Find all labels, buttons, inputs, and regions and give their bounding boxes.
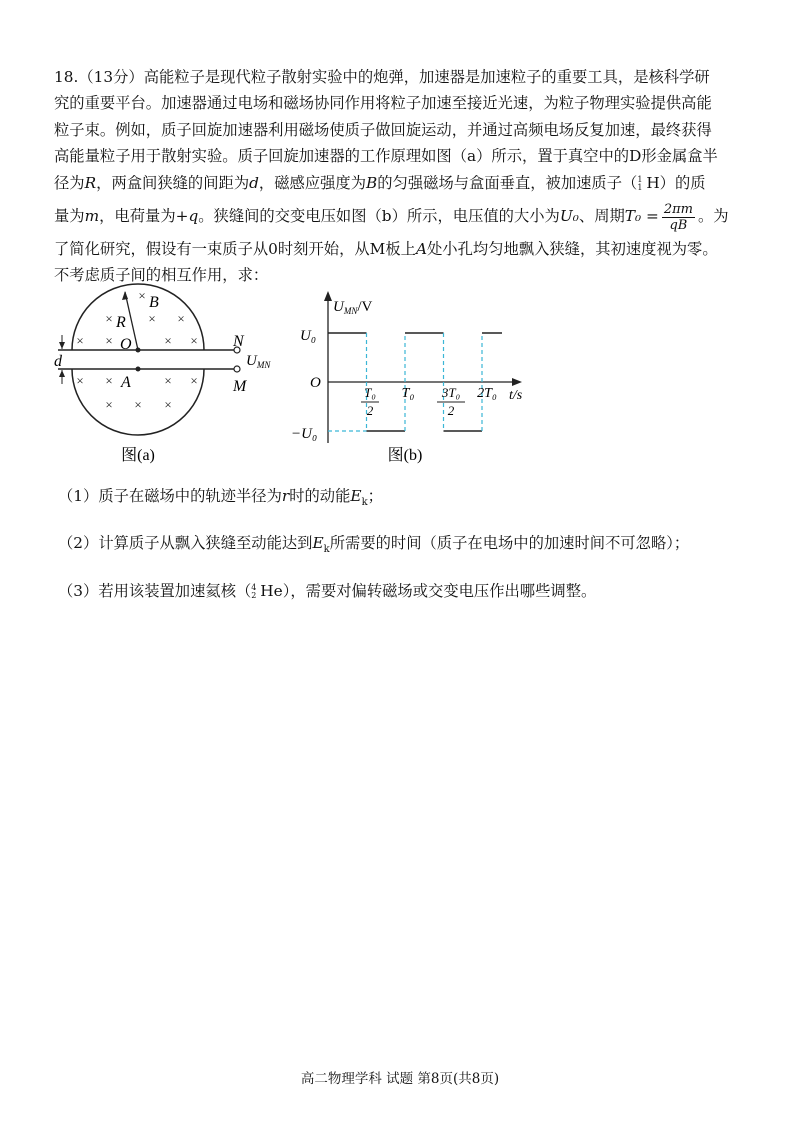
terminal-m bbox=[234, 366, 240, 372]
field-cross: × bbox=[164, 333, 172, 348]
center-point-o bbox=[136, 348, 141, 353]
label-d: d bbox=[54, 353, 62, 370]
field-cross: × bbox=[105, 397, 113, 412]
x-axis-arrow bbox=[512, 378, 522, 386]
statement-line-4: 高能量粒子用于散射实验。质子回旋加速器的工作原理如图（a）所示，置于真空中的D形金属盒半 bbox=[54, 147, 718, 166]
tick-t0: T₀ bbox=[401, 386, 415, 401]
label-o: O bbox=[120, 336, 132, 353]
statement-line-1: 18.（13分）高能粒子是现代粒子散射实验中的炮弹，加速器是加速粒子的重要工具，是核科学研 bbox=[54, 68, 710, 86]
d-arrowhead-bottom bbox=[59, 370, 65, 377]
field-cross: × bbox=[134, 397, 142, 412]
radius-arrowhead bbox=[122, 291, 128, 300]
field-cross: × bbox=[177, 311, 185, 326]
helium-isotope-notation: 4 2 bbox=[251, 583, 257, 600]
page-footer: 高二物理学科 试题 第8页(共8页) bbox=[300, 1071, 500, 1087]
statement-line-2: 究的重要平台。加速器通过电场和磁场协同作用将粒子加速至接近光速，为粒子物理实验提供高能 bbox=[54, 94, 712, 113]
neg-level-label: −U₀ bbox=[291, 426, 318, 442]
label-n: N bbox=[233, 333, 244, 350]
field-cross: × bbox=[190, 373, 198, 388]
label-u-mn: $U_{MN}$ bbox=[246, 353, 271, 370]
field-cross: × bbox=[190, 333, 198, 348]
proton-isotope-notation: 1 1 bbox=[637, 174, 643, 192]
figure-b-caption: 图(b) bbox=[387, 447, 423, 464]
problem-statement bbox=[54, 64, 754, 289]
statement-line-5: 径为R，两盒间狭缝的间距为d，磁感应强度为B的匀强磁场与盒面垂直，被加速质子（ 1 1 H）的质 bbox=[54, 173, 706, 192]
entry-point-a bbox=[136, 367, 141, 372]
question-1: （1）质子在磁场中的轨迹半径为r时的动能$E_k$； bbox=[58, 487, 383, 509]
pos-level-label: U₀ bbox=[300, 328, 317, 344]
origin-label: O bbox=[310, 375, 321, 391]
field-cross: × bbox=[105, 311, 113, 326]
d-arrowhead-top bbox=[59, 342, 65, 349]
field-cross: × bbox=[148, 311, 156, 326]
tick-3half-den: 2 bbox=[447, 403, 455, 418]
field-cross: × bbox=[105, 373, 113, 388]
tick-2t0: 2T₀ bbox=[477, 386, 497, 401]
field-cross: × bbox=[105, 333, 113, 348]
question-3: （3）若用该装置加速氦核（ 4 2 He），需要对偏转磁场或交变电压作出哪些调整。 bbox=[58, 582, 597, 600]
field-cross: × bbox=[164, 397, 172, 412]
figure-a-caption: 图(a) bbox=[121, 447, 155, 464]
label-a: A bbox=[121, 374, 131, 391]
field-cross: × bbox=[138, 288, 146, 303]
label-m: M bbox=[233, 378, 247, 395]
figure-b-voltage-chart bbox=[283, 283, 533, 468]
figure-a-cyclotron-diagram bbox=[50, 283, 290, 468]
statement-line-6: 量为m，电荷量为+q。狭缝间的交变电压如图（b）所示，电压值的大小为U₀、周期T₀ = $\frac{2\pi m}{qB}$ 。为 bbox=[54, 201, 729, 233]
question-2: （2）计算质子从飘入狭缝至动能达到$E_k$所需要的时间（质子在电场中的加速时间不可忽略）； bbox=[58, 534, 690, 556]
tick-3half-num: 3T₀ bbox=[441, 385, 461, 400]
statement-line-8: 不考虑质子间的相互作用，求： bbox=[54, 266, 269, 285]
y-axis-arrow bbox=[324, 291, 332, 301]
x-axis-label: t/s bbox=[509, 388, 523, 403]
statement-line-7: 了简化研究，假设有一束质子从0时刻开始，从M板上A处小孔均匀地飘入狭缝，其初速度视为零。 bbox=[54, 240, 718, 259]
field-cross: × bbox=[76, 333, 84, 348]
statement-line-3: 粒子束。例如，质子回旋加速器利用磁场使质子做回旋运动，并通过高频电场反复加速，最终获得 bbox=[54, 120, 712, 139]
tick-half-num: T₀ bbox=[364, 385, 376, 400]
field-cross: × bbox=[164, 373, 172, 388]
label-r: R bbox=[116, 314, 126, 331]
label-b: B bbox=[149, 294, 159, 311]
tick-half-den: 2 bbox=[366, 403, 374, 418]
field-cross: × bbox=[76, 373, 84, 388]
period-fraction: $\frac{2\pi m}{qB}$ bbox=[663, 201, 693, 233]
y-axis-label: $U_{MN}/V$ bbox=[333, 299, 373, 316]
